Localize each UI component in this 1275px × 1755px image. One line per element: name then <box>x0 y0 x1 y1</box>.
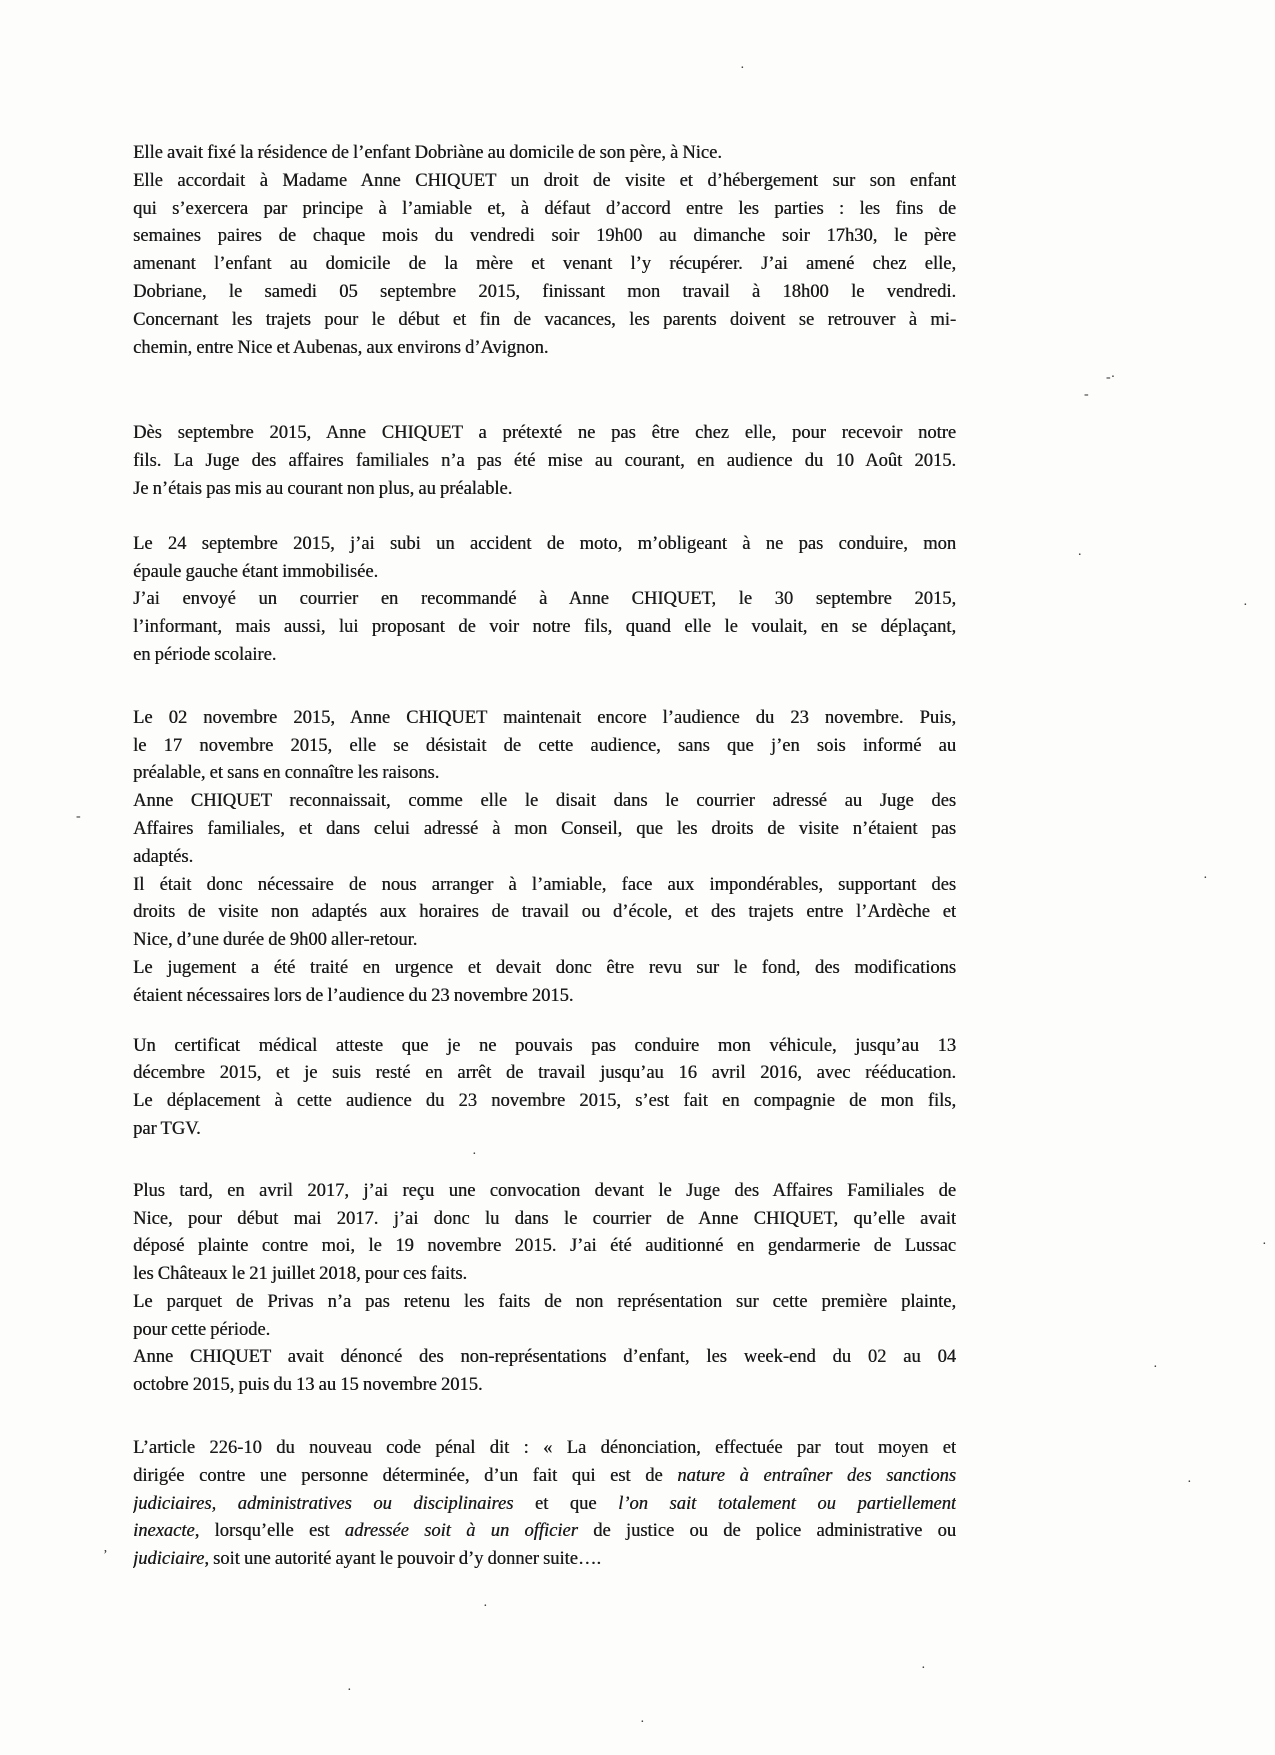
text-line <box>133 872 956 900</box>
paragraph-5 <box>133 1033 956 1144</box>
paragraph-1 <box>133 140 956 362</box>
text: droits de visite non adaptés aux horaires de travail ou d’école, et des trajets entre l’Ardèche et <box>133 902 956 923</box>
text: en période scolaire. <box>133 644 277 665</box>
scan-speck: · <box>740 61 745 76</box>
text-line <box>133 448 956 476</box>
text: Elle accordait à Madame Anne CHIQUET un droit de visite et d’hébergement sur son enfant <box>133 170 956 191</box>
text-line <box>133 1033 956 1061</box>
text: L’article 226-10 du nouveau code pénal dit : « La dénonciation, effectuée par tout moyen et <box>133 1438 956 1459</box>
paragraph-6 <box>133 1178 956 1400</box>
text: Dobriane, le samedi 05 septembre 2015, finissant mon travail à 18h00 le vendredi. <box>133 281 956 302</box>
text: J’ai envoyé un courrier en recommandé à Anne CHIQUET, le 30 septembre 2015, <box>133 589 956 610</box>
text-line <box>133 1317 956 1345</box>
text: fils. La Juge des affaires familiales n’a pas été mise au courant, en audience du 10 Août 2015. <box>133 451 956 472</box>
text-line <box>133 1178 956 1206</box>
text-line <box>133 196 956 224</box>
text-line <box>133 1435 956 1463</box>
italic-text: inexacte <box>133 1521 195 1542</box>
text-line <box>133 614 956 642</box>
paragraph-4 <box>133 705 956 1011</box>
text-line <box>133 927 956 955</box>
text-line <box>133 1491 956 1519</box>
text: et que <box>513 1493 619 1514</box>
text: épaule gauche étant immobilisée. <box>133 561 379 582</box>
text-line <box>133 844 956 872</box>
text: , soit une autorité ayant le pouvoir d’y donner suite…. <box>204 1549 602 1570</box>
text: Dès septembre 2015, Anne CHIQUET a prétexté ne pas être chez elle, pour recevoir notre <box>133 423 956 444</box>
italic-text: judiciaire <box>133 1549 205 1570</box>
text: de justice ou de police administrative ou <box>577 1521 956 1542</box>
scan-speck: . <box>1078 544 1082 559</box>
text: les Châteaux le 21 juillet 2018, pour ces faits. <box>133 1264 468 1285</box>
document-body <box>133 140 956 1574</box>
italic-text: l’on sait totalement ou partiellement <box>618 1493 956 1514</box>
text: par TGV. <box>133 1118 201 1139</box>
text: chemin, entre Nice et Aubenas, aux environs d’Avignon. <box>133 337 549 358</box>
text-line <box>133 1344 956 1372</box>
text: Nice, pour début mai 2017. j’ai donc lu dans le courrier de Anne CHIQUET, qu’elle avait <box>133 1208 956 1229</box>
text-line <box>133 1518 956 1546</box>
text: qui s’exercera par principe à l’amiable et, à défaut d’accord entre les parties : les fins de <box>133 198 956 219</box>
text-line <box>133 1546 956 1574</box>
text: Affaires familiales, et dans celui adressé à mon Conseil, que les droits de visite n’étaient pas <box>133 818 956 839</box>
scan-speck: - <box>76 809 81 824</box>
text-line <box>133 168 956 196</box>
text: dirigée contre une personne déterminée, d’un fait qui est de <box>133 1465 678 1486</box>
text-line <box>133 760 956 788</box>
text-line <box>133 1372 956 1400</box>
text-line <box>133 1116 956 1144</box>
text: Concernant les trajets pour le début et fin de vacances, les parents doivent se retrouver à mi- <box>133 309 956 330</box>
text-line <box>133 955 956 983</box>
text: Il était donc nécessaire de nous arranger à l’amiable, face aux impondérables, supportant des <box>133 874 956 895</box>
text-line <box>133 1060 956 1088</box>
text: préalable, et sans en connaître les raisons. <box>133 763 440 784</box>
text: Le jugement a été traité en urgence et devait donc être revu sur le fond, des modifications <box>133 957 956 978</box>
text: Le parquet de Privas n’a pas retenu les faits de non représentation sur cette première plainte, <box>133 1291 956 1312</box>
text-line <box>133 476 956 504</box>
scan-speck: · <box>1187 1475 1192 1490</box>
text-line <box>133 586 956 614</box>
scan-speck: · <box>921 1661 926 1676</box>
text-line <box>133 279 956 307</box>
italic-text: nature à entraîner des sanctions <box>677 1465 956 1486</box>
text: l’informant, mais aussi, lui proposant de voir notre fils, quand elle le voulait, en se déplaçant, <box>133 617 956 638</box>
text: Anne CHIQUET reconnaissait, comme elle le disait dans le courrier adressé au Juge des <box>133 791 956 812</box>
text-line <box>133 307 956 335</box>
text: étaient nécessaires lors de l’audience du 23 novembre 2015. <box>133 985 574 1006</box>
scan-speck: · <box>1153 1360 1158 1375</box>
text-line <box>133 531 956 559</box>
scan-speck: · <box>1262 1237 1267 1252</box>
scan-speck: - <box>1084 387 1089 402</box>
text-line <box>133 816 956 844</box>
paragraph-2 <box>133 420 956 503</box>
scan-speck: -· <box>1106 370 1116 385</box>
text: Nice, d’une durée de 9h00 aller-retour. <box>133 930 418 951</box>
text-line <box>133 1289 956 1317</box>
text: Elle avait fixé la résidence de l’enfant Dobriàne au domicile de son père, à Nice. <box>133 143 722 163</box>
text-line <box>133 733 956 761</box>
italic-text: judiciaires, administratives ou disciplinaires <box>133 1493 514 1514</box>
text: adaptés. <box>133 846 194 867</box>
paragraph-3 <box>133 531 956 670</box>
scan-speck: · <box>1203 871 1208 886</box>
text: Plus tard, en avril 2017, j’ai reçu une convocation devant le Juge des Affaires Familiales de <box>133 1180 956 1201</box>
paragraph-7 <box>133 1435 956 1574</box>
text-line <box>133 1261 956 1289</box>
text-line <box>133 983 956 1011</box>
text: déposé plainte contre moi, le 19 novembre 2015. J’ai été auditionné en gendarmerie de Lussac <box>133 1236 956 1257</box>
text-line <box>133 335 956 363</box>
text-line <box>133 140 956 168</box>
text-line <box>133 223 956 251</box>
text-line <box>133 899 956 927</box>
text: amenant l’enfant au domicile de la mère et venant l’y récupérer. J’ai amené chez elle, <box>133 254 956 275</box>
text: Un certificat médical atteste que je ne pouvais pas conduire mon véhicule, jusqu’au 13 <box>133 1035 956 1056</box>
text-line <box>133 642 956 670</box>
text: Anne CHIQUET avait dénoncé des non-représentations d’enfant, les week-end du 02 au 04 <box>133 1347 956 1368</box>
text: décembre 2015, et je suis resté en arrêt de travail jusqu’au 16 avril 2016, avec rééducation. <box>133 1063 956 1084</box>
text: Le 02 novembre 2015, Anne CHIQUET maintenait encore l’audience du 23 novembre. Puis, <box>133 707 956 728</box>
scan-speck: · <box>640 1715 645 1730</box>
text-line <box>133 788 956 816</box>
text: Le déplacement à cette audience du 23 novembre 2015, s’est fait en compagnie de mon fils, <box>133 1091 956 1112</box>
text: octobre 2015, puis du 13 au 15 novembre 2015. <box>133 1375 483 1396</box>
text: pour cette période. <box>133 1319 271 1340</box>
text: Je n’étais pas mis au courant non plus, au préalable. <box>133 478 513 499</box>
text-line <box>133 251 956 279</box>
text-line <box>133 559 956 587</box>
scan-speck: ’ <box>103 1548 108 1563</box>
text-line <box>133 705 956 733</box>
text-line <box>133 1206 956 1234</box>
text: Le 24 septembre 2015, j’ai subi un accident de moto, m’obligeant à ne pas conduire, mon <box>133 533 956 554</box>
text-line <box>133 1088 956 1116</box>
scan-speck: · <box>1243 598 1248 613</box>
text: semaines paires de chaque mois du vendredi soir 19h00 au dimanche soir 17h30, le père <box>133 226 956 247</box>
text-line <box>133 1463 956 1491</box>
scan-speck: · <box>483 1599 488 1614</box>
text: le 17 novembre 2015, elle se désistait de cette audience, sans que j’en sois informé au <box>133 735 956 756</box>
scan-speck: · <box>347 1683 352 1698</box>
text-line <box>133 420 956 448</box>
italic-text: adressée soit à un officier <box>344 1521 578 1542</box>
text: , lorsqu’elle est <box>194 1521 345 1542</box>
scan-speck: · <box>472 1147 477 1162</box>
text-line <box>133 1233 956 1261</box>
